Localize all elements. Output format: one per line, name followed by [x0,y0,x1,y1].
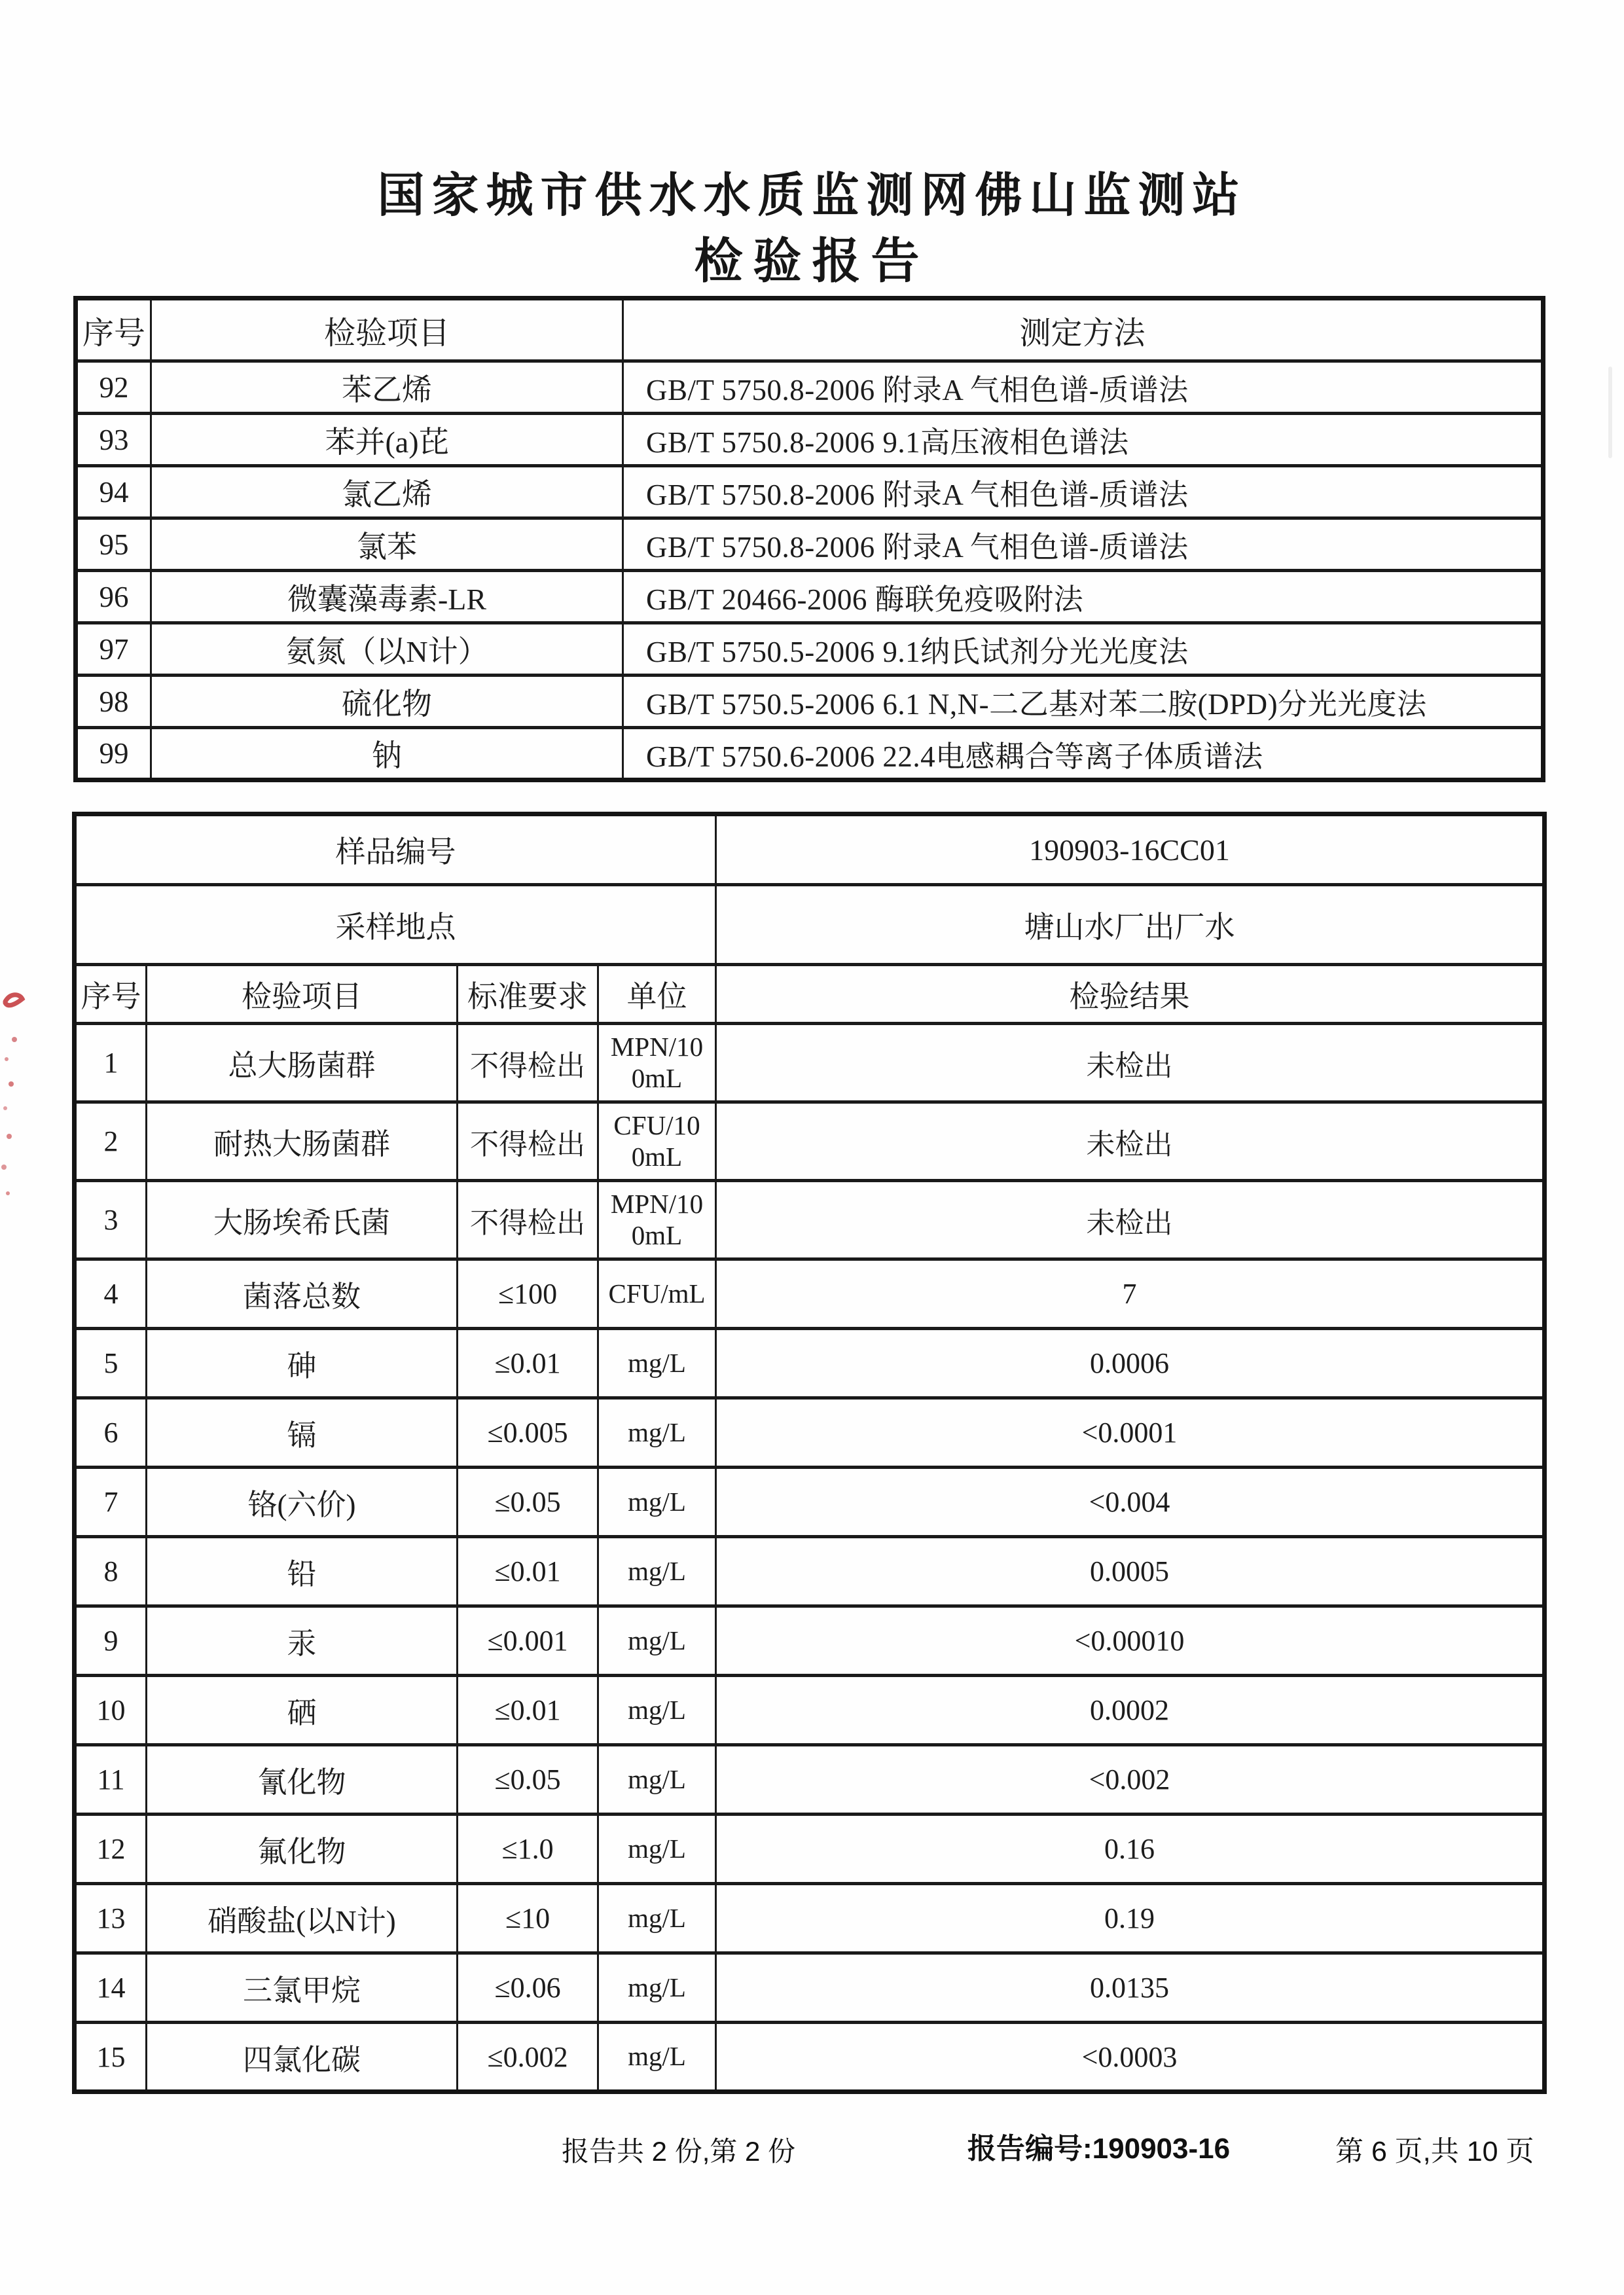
cell-standard: ≤100 [458,1259,598,1329]
cell-standard: ≤0.005 [458,1398,598,1468]
cell-item: 硒 [147,1676,458,1745]
cell-item: 钠 [151,728,623,780]
cell-unit: mg/L [598,1606,716,1676]
table-row [75,1468,1545,1537]
cell-no: 92 [76,361,151,414]
cell-item: 苯并(a)芘 [151,414,623,466]
sample-number-value: 190903-16CC01 [716,814,1545,885]
cell-item: 铬(六价) [147,1468,458,1537]
red-pen-marks [0,967,30,1216]
cell-result: 0.19 [716,1884,1545,1953]
cell-unit: MPN/100mL [598,1181,716,1259]
table-row [75,1102,1545,1181]
cell-item: 氰化物 [147,1745,458,1815]
cell-standard: ≤0.05 [458,1745,598,1815]
cell-result: 0.0006 [716,1329,1545,1398]
cell-unit: mg/L [598,1953,716,2023]
table-row [75,1745,1545,1815]
cell-unit: CFU/100mL [598,1102,716,1181]
cell-no: 94 [76,466,151,518]
cell-unit: mg/L [598,1815,716,1884]
cell-no: 1 [75,1024,147,1102]
cell-no: 96 [76,571,151,623]
cell-no: 8 [75,1537,147,1606]
scan-streak [1608,367,1612,458]
cell-unit: MPN/100mL [598,1024,716,1102]
cell-unit: mg/L [598,1398,716,1468]
table-row [76,414,1543,466]
cell-result: 7 [716,1259,1545,1329]
cell-method: GB/T 5750.8-2006 附录A 气相色谱-质谱法 [623,466,1543,518]
cell-no: 13 [75,1884,147,1953]
cell-item: 硫化物 [151,676,623,728]
cell-item: 氯苯 [151,518,623,571]
footer-report-number: 报告编号:190903-16 [967,2133,1231,2165]
table-row [76,361,1543,414]
cell-result: <0.00010 [716,1606,1545,1676]
cell-standard: ≤0.01 [458,1329,598,1398]
cell-method: GB/T 20466-2006 酶联免疫吸附法 [623,571,1543,623]
cell-result: <0.0001 [716,1398,1545,1468]
footer-copies: 报告共 2 份,第 2 份 [562,2136,796,2167]
cell-result: 0.16 [716,1815,1545,1884]
cell-no: 15 [75,2023,147,2092]
method-table-header-row [76,298,1543,361]
cell-no: 12 [75,1815,147,1884]
cell-unit: mg/L [598,1537,716,1606]
table-row [76,728,1543,780]
cell-unit: mg/L [598,1468,716,1537]
cell-no: 5 [75,1329,147,1398]
cell-unit: mg/L [598,1745,716,1815]
table-row [75,2023,1545,2092]
cell-standard: 不得检出 [458,1102,598,1181]
table-row [75,1676,1545,1745]
cell-no: 2 [75,1102,147,1181]
method-table [73,296,1545,782]
cell-unit: mg/L [598,2023,716,2092]
cell-item: 氨氮（以N计） [151,623,623,676]
table-row [75,1259,1545,1329]
cell-no: 10 [75,1676,147,1745]
column-header-item: 检验项目 [151,298,623,361]
cell-no: 95 [76,518,151,571]
cell-item: 苯乙烯 [151,361,623,414]
cell-item: 铅 [147,1537,458,1606]
page-title: 国家城市供水水质监测网佛山监测站 [377,170,1247,222]
cell-standard: ≤0.01 [458,1676,598,1745]
cell-no: 98 [76,676,151,728]
cell-result: 0.0005 [716,1537,1545,1606]
cell-item: 汞 [147,1606,458,1676]
cell-no: 11 [75,1745,147,1815]
sampling-location-row [75,885,1545,965]
cell-result: 0.0135 [716,1953,1545,2023]
table-row [75,1024,1545,1102]
cell-result: 0.0002 [716,1676,1545,1745]
column-header-method: 测定方法 [623,298,1543,361]
cell-no: 6 [75,1398,147,1468]
cell-method: GB/T 5750.5-2006 9.1纳氏试剂分光光度法 [623,623,1543,676]
table-row [75,1815,1545,1884]
cell-unit: mg/L [598,1676,716,1745]
cell-no: 97 [76,623,151,676]
column-header-result: 检验结果 [716,965,1545,1024]
cell-result: <0.004 [716,1468,1545,1537]
cell-standard: ≤0.001 [458,1606,598,1676]
cell-result: 未检出 [716,1181,1545,1259]
cell-item: 氟化物 [147,1815,458,1884]
cell-method: GB/T 5750.8-2006 9.1高压液相色谱法 [623,414,1543,466]
footer-page-number: 第 6 页,共 10 页 [1335,2136,1534,2167]
column-header-standard: 标准要求 [458,965,598,1024]
cell-item: 氯乙烯 [151,466,623,518]
cell-standard: ≤0.06 [458,1953,598,2023]
result-table [72,812,1547,2094]
cell-no: 3 [75,1181,147,1259]
table-row [76,571,1543,623]
cell-no: 9 [75,1606,147,1676]
cell-no: 7 [75,1468,147,1537]
cell-unit: mg/L [598,1329,716,1398]
sample-number-row [75,814,1545,885]
cell-result: 未检出 [716,1024,1545,1102]
cell-item: 四氯化碳 [147,2023,458,2092]
cell-method: GB/T 5750.8-2006 附录A 气相色谱-质谱法 [623,518,1543,571]
cell-standard: ≤0.002 [458,2023,598,2092]
table-row [76,466,1543,518]
cell-item: 菌落总数 [147,1259,458,1329]
sampling-location-value: 塘山水厂出厂水 [716,885,1545,965]
cell-unit: CFU/mL [598,1259,716,1329]
table-row [75,1329,1545,1398]
result-table-header-row [75,965,1545,1024]
cell-result: 未检出 [716,1102,1545,1181]
column-header-unit: 单位 [598,965,716,1024]
column-header-no: 序号 [75,965,147,1024]
table-row [75,1537,1545,1606]
cell-standard: 不得检出 [458,1181,598,1259]
table-row [76,518,1543,571]
cell-method: GB/T 5750.6-2006 22.4电感耦合等离子体质谱法 [623,728,1543,780]
cell-standard: ≤10 [458,1884,598,1953]
table-row [75,1398,1545,1468]
page-subtitle: 检验报告 [694,234,930,288]
sampling-location-label: 采样地点 [75,885,716,965]
table-row [75,1953,1545,2023]
cell-standard: 不得检出 [458,1024,598,1102]
cell-standard: ≤0.05 [458,1468,598,1537]
column-header-item: 检验项目 [147,965,458,1024]
cell-item: 硝酸盐(以N计) [147,1884,458,1953]
cell-item: 砷 [147,1329,458,1398]
table-row [75,1606,1545,1676]
table-row [75,1181,1545,1259]
cell-item: 镉 [147,1398,458,1468]
cell-result: <0.002 [716,1745,1545,1815]
cell-standard: ≤1.0 [458,1815,598,1884]
cell-result: <0.0003 [716,2023,1545,2092]
cell-no: 4 [75,1259,147,1329]
cell-method: GB/T 5750.8-2006 附录A 气相色谱-质谱法 [623,361,1543,414]
cell-method: GB/T 5750.5-2006 6.1 N,N-二乙基对苯二胺(DPD)分光光度法 [623,676,1543,728]
cell-item: 三氯甲烷 [147,1953,458,2023]
cell-no: 14 [75,1953,147,2023]
table-row [76,623,1543,676]
cell-item: 耐热大肠菌群 [147,1102,458,1181]
cell-item: 微囊藻毒素-LR [151,571,623,623]
table-row [75,1884,1545,1953]
cell-item: 总大肠菌群 [147,1024,458,1102]
column-header-no: 序号 [76,298,151,361]
cell-no: 93 [76,414,151,466]
cell-standard: ≤0.01 [458,1537,598,1606]
cell-unit: mg/L [598,1884,716,1953]
cell-no: 99 [76,728,151,780]
table-row [76,676,1543,728]
cell-item: 大肠埃希氏菌 [147,1181,458,1259]
sample-number-label: 样品编号 [75,814,716,885]
